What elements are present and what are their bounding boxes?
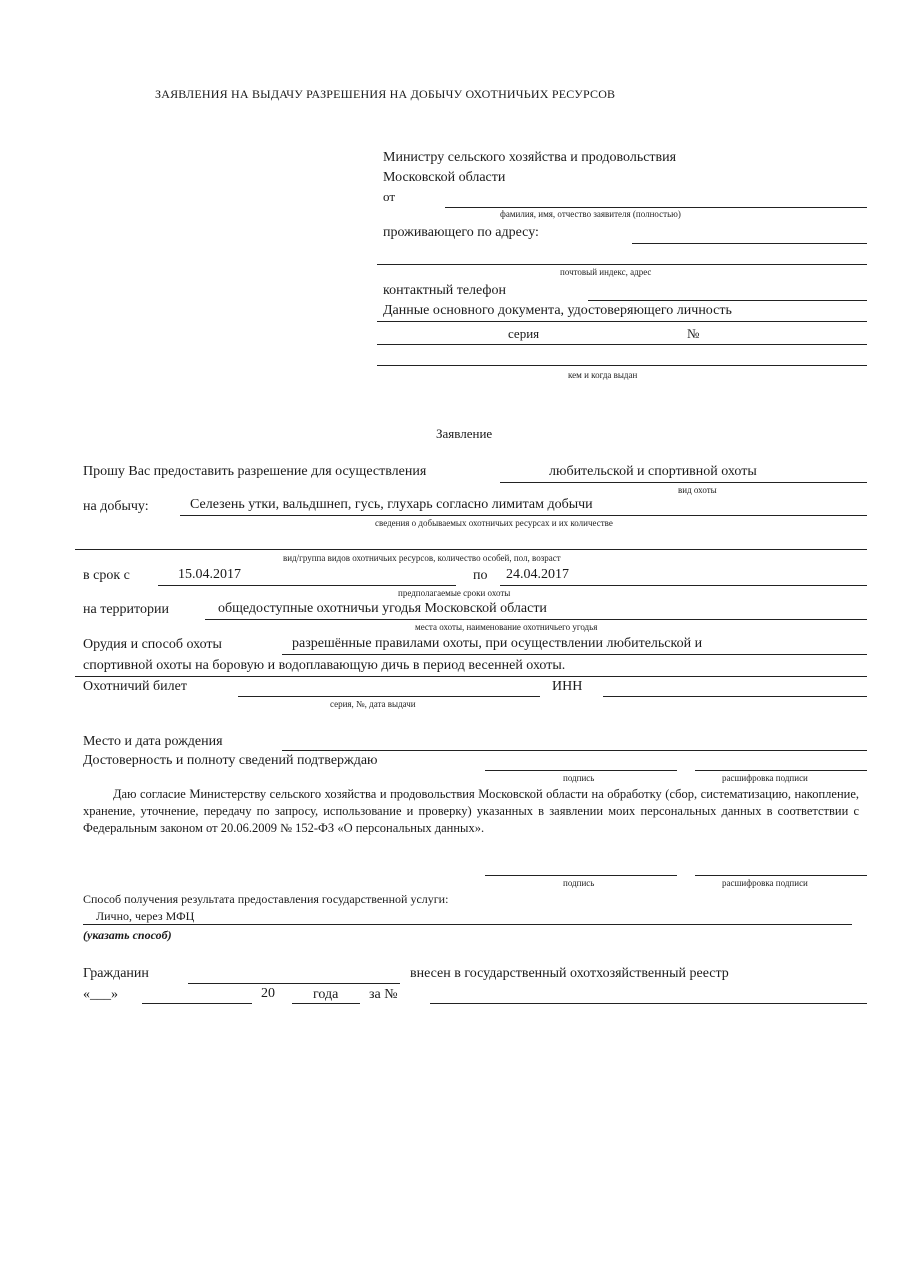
registry-date-month-line (142, 1003, 252, 1004)
hunting-ticket-line (238, 696, 540, 697)
tools-label: Орудия и способ охоты (83, 637, 222, 652)
birth-line (282, 750, 867, 751)
inn-line (603, 696, 867, 697)
territory-label: на территории (83, 602, 169, 617)
result-method-label: Способ получения результата предоставления государственной услуги: (83, 892, 449, 906)
document-title: ЗАЯВЛЕНИЯ НА ВЫДАЧУ РАЗРЕШЕНИЯ НА ДОБЫЧУ ОХОТНИЧЬИХ РЕСУРСОВ (155, 87, 616, 101)
address-line-2 (377, 264, 867, 265)
address-label: проживающего по адресу: (383, 225, 539, 240)
citizen-label: Гражданин (83, 966, 149, 981)
address-line-1 (632, 243, 867, 244)
issued-by-line (377, 365, 867, 366)
registry-year-suffix: года (313, 987, 339, 1002)
hunt-type-caption: вид охоты (678, 485, 717, 495)
result-method-value: Лично, через МФЦ (96, 909, 195, 923)
confirm-signature-line (485, 770, 677, 771)
series-label: серия (508, 326, 540, 341)
consent-signature-decode-caption: расшифровка подписи (722, 878, 808, 888)
period-from-label: в срок с (83, 568, 130, 583)
personal-data-consent: Даю согласие Министерству сельского хозяйства и продовольствия Московской области на обработку (сбор, систематизацию, накопление, хранение, уточнение, передачу по запросу, использование и проверку) указанных в заявлении моих персональных данных в соответствии с Федеральным законом от 20.06.2009 № 152-ФЗ «О персональных данных». (83, 787, 859, 835)
hunting-ticket-label: Охотничий билет (83, 679, 187, 694)
consent-signature-decode-line (695, 875, 867, 876)
phone-line (588, 300, 867, 301)
period-from-line (158, 585, 456, 586)
request-label: Прошу Вас предоставить разрешение для осуществления (83, 464, 427, 479)
consent-signature-caption: подпись (563, 878, 595, 888)
phone-label: контактный телефон (383, 283, 506, 298)
species-line (75, 549, 867, 550)
addressee-line-1: Министру сельского хозяйства и продовольствия (383, 150, 677, 165)
result-method-line (83, 924, 852, 925)
issued-by-caption: кем и когда выдан (568, 370, 638, 380)
tools-value-line-2: спортивной охоты на боровую и водоплавающую дичь в период весенней охоты. (83, 658, 566, 673)
consent-signature-line (485, 875, 677, 876)
registry-number-line (430, 1003, 867, 1004)
applicant-name-caption: фамилия, имя, отчество заявителя (полностью) (500, 209, 681, 219)
result-method-hint: (указать способ) (83, 928, 172, 942)
period-from-value: 15.04.2017 (178, 567, 241, 582)
territory-line (205, 619, 867, 620)
birth-label: Место и дата рождения (83, 734, 223, 749)
prey-value: Селезень утки, вальдшнеп, гусь, глухарь согласно лимитам добычи (190, 497, 593, 512)
registry-number-label: за № (369, 987, 398, 1002)
applicant-name-line (445, 207, 867, 208)
addressee-line-2: Московской области (383, 170, 506, 185)
prey-caption: сведения о добываемых охотничьих ресурсах и их количестве (375, 518, 613, 528)
period-to-value: 24.04.2017 (506, 567, 569, 582)
species-caption: вид/группа видов охотничьих ресурсов, количество особей, пол, возраст (283, 553, 561, 563)
id-document-label: Данные основного документа, удостоверяющего личность (383, 303, 732, 318)
number-label: № (687, 326, 700, 341)
confirm-label: Достоверность и полноту сведений подтверждаю (83, 753, 378, 768)
id-document-line (377, 321, 867, 322)
tools-line-1 (282, 654, 867, 655)
prey-line (180, 515, 867, 516)
registry-year-line (292, 1003, 360, 1004)
address-caption: почтовый индекс, адрес (560, 267, 652, 277)
confirm-signature-decode-caption: расшифровка подписи (722, 773, 808, 783)
registry-year-prefix: 20 (261, 986, 275, 1001)
confirm-signature-decode-line (695, 770, 867, 771)
territory-caption: места охоты, наименование охотничьего угодья (415, 622, 598, 632)
confirm-signature-caption: подпись (563, 773, 595, 783)
inn-label: ИНН (552, 679, 583, 694)
period-caption: предполагаемые сроки охоты (398, 588, 511, 598)
registry-label: внесен в государственный охотхозяйственный реестр (410, 966, 729, 981)
hunt-type-value: любительской и спортивной охоты (549, 464, 757, 479)
territory-value: общедоступные охотничьи угодья Московской области (218, 601, 547, 616)
period-to-label: по (473, 568, 488, 583)
registry-date-day: «___» (83, 987, 118, 1002)
series-number-line (377, 344, 867, 345)
period-to-line (500, 585, 867, 586)
tools-value-line-1: разрешённые правилами охоты, при осуществлении любительской и (292, 636, 703, 651)
from-label: от (383, 189, 396, 204)
statement-heading: Заявление (436, 426, 493, 441)
hunt-type-line (500, 482, 867, 483)
citizen-name-line (188, 983, 400, 984)
hunting-ticket-caption: серия, №, дата выдачи (330, 699, 416, 709)
tools-line-2 (75, 676, 867, 677)
prey-label: на добычу: (83, 499, 149, 514)
